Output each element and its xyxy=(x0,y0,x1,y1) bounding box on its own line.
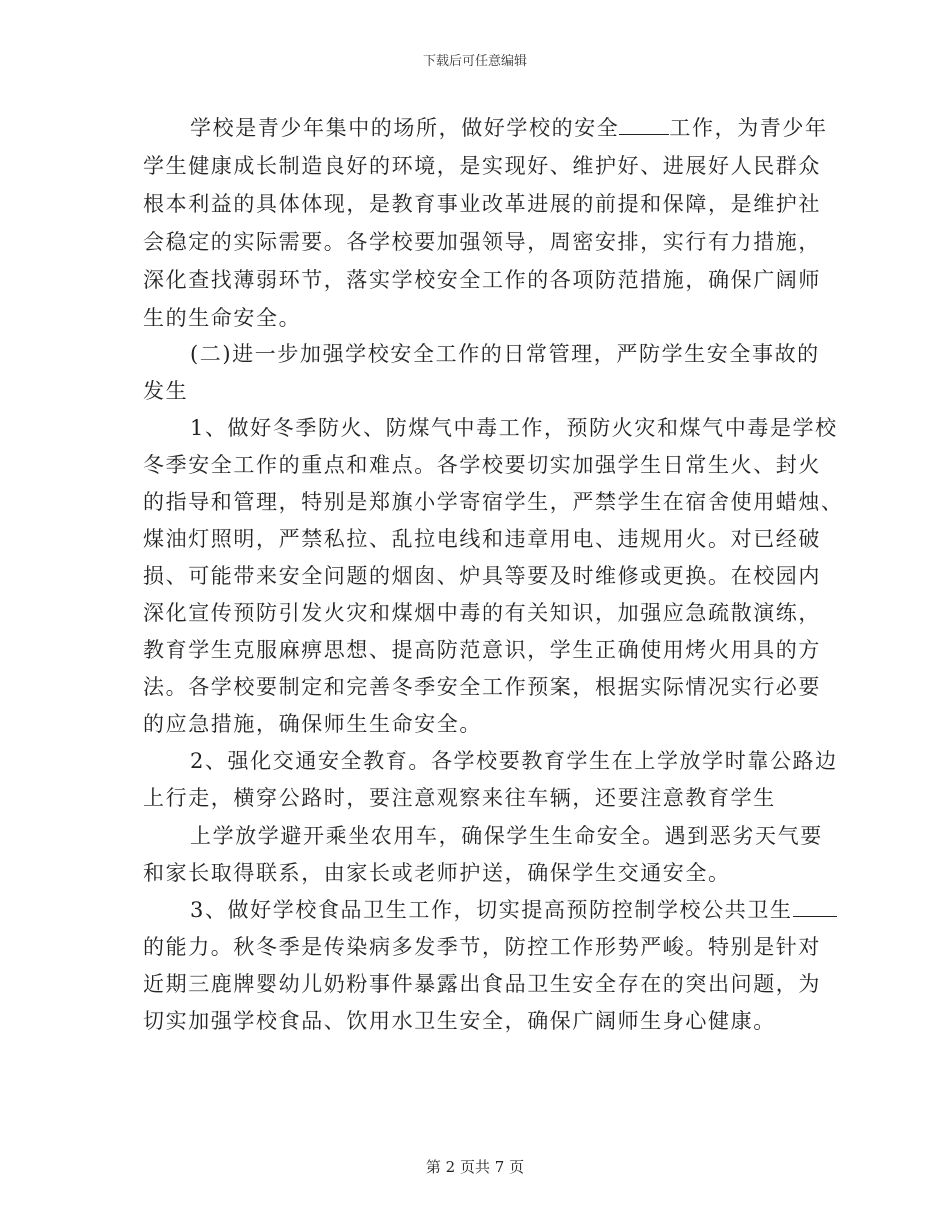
fill-in-blank xyxy=(619,116,669,135)
page-footer: 第 2 页共 7 页 xyxy=(425,1158,525,1176)
fill-in-blank xyxy=(793,898,837,917)
paragraph-line: 的应急措施，确保师生生命安全。 xyxy=(143,712,482,736)
paragraph-line: 的能力。秋冬季是传染病多发季节，防控工作形势严峻。特别是针对 xyxy=(143,935,821,959)
paragraph-line: 深化查找薄弱环节，落实学校安全工作的各项防范措施，确保广阔师 xyxy=(143,268,821,292)
paragraph-line: 3、做好学校食品卫生工作，切实提高预防控制学校公共卫生 xyxy=(190,895,837,925)
paragraph-line: 根本利益的具体体现，是教育事业改革进展的前提和保障，是维护社 xyxy=(143,192,821,216)
paragraph-line: 深化宣传预防引发火灾和煤烟中毒的有关知识，加强应急疏散演练， xyxy=(143,601,821,625)
paragraph-line: 会稳定的实际需要。各学校要加强领导，周密安排，实行有力措施， xyxy=(143,230,821,254)
paragraph-line: 损、可能带来安全问题的烟囱、炉具等要及时维修或更换。在校园内 xyxy=(143,564,821,588)
page-header: 下载后可任意编辑 xyxy=(422,54,527,69)
paragraph-line: 上学放学避开乘坐农用车，确保学生生命安全。遇到恶劣天气要 xyxy=(190,824,823,848)
paragraph-line: 的指导和管理，特别是郑旗小学寄宿学生，严禁学生在宿舍使用蜡烛、 xyxy=(143,490,844,514)
paragraph-line: 冬季安全工作的重点和难点。各学校要切实加强学生日常生火、封火 xyxy=(143,453,821,477)
paragraph-line: 近期三鹿牌婴幼儿奶粉事件暴露出食品卫生安全存在的突出问题，为 xyxy=(143,972,821,996)
paragraph-line: 生的生命安全。 xyxy=(143,306,302,330)
paragraph-line: 教育学生克服麻痹思想、提高防范意识，学生正确使用烤火用具的方 xyxy=(143,638,821,662)
paragraph-line: 学生健康成长制造良好的环境，是实现好、维护好、进展好人民群众 xyxy=(143,154,821,178)
paragraph-line: 2、强化交通安全教育。各学校要教育学生在上学放学时靠公路边 xyxy=(190,749,838,773)
paragraph-line: 和家长取得联系，由家长或老师护送，确保学生交通安全。 xyxy=(143,861,731,885)
paragraph-line: 上行走，横穿公路时，要注意观察来往车辆，还要注意教育学生 xyxy=(143,786,776,810)
paragraph-line: 1、做好冬季防火、防煤气中毒工作，预防火灾和煤气中毒是学校 xyxy=(190,416,838,440)
section-heading: (二)进一步加强学校安全工作的日常管理，严防学生安全事故的 xyxy=(190,342,820,366)
paragraph-line: 学校是青少年集中的场所，做好学校的安全 工作，为青少年 xyxy=(190,116,828,140)
section-heading: 发生 xyxy=(143,379,189,403)
paragraph-line: 法。各学校要制定和完善冬季安全工作预案，根据实际情况实行必要 xyxy=(143,675,821,699)
paragraph-line: 切实加强学校食品、饮用水卫生安全，确保广阔师生身心健康。 xyxy=(143,1009,776,1033)
paragraph-line: 煤油灯照明，严禁私拉、乱拉电线和违章用电、违规用火。对已经破 xyxy=(143,527,821,551)
